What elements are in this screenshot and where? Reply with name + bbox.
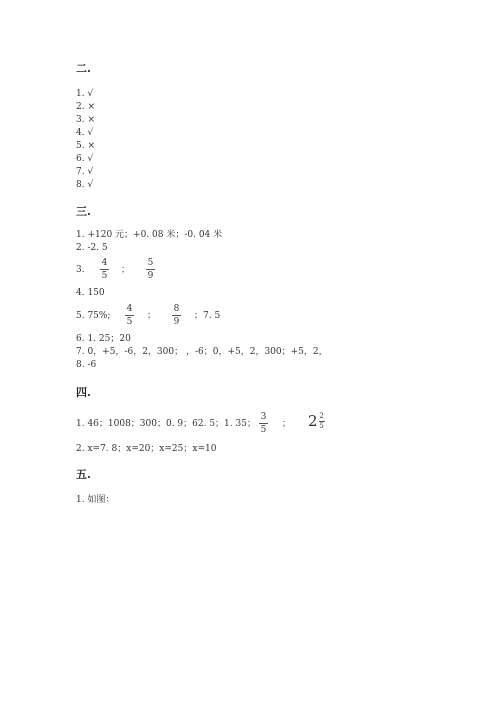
section-3-q7: 7. 0，+5，-6，2，300； ，-6；0，+5，2，300；+5，2，: [76, 347, 328, 357]
mixed-number-fraction: [319, 413, 325, 430]
section-2-item-6: 6. √: [76, 154, 94, 164]
mixed-number-whole: 2: [308, 412, 318, 430]
section-3-q5-fraction-2: [172, 304, 181, 327]
section-3-q2: 2. -2. 5: [76, 243, 108, 253]
section-2-heading: 二.: [76, 62, 91, 75]
section-2-item-7: 7. √: [76, 167, 94, 177]
fraction-numerator: 2: [319, 411, 324, 420]
section-2-item-8: 8. √: [76, 180, 94, 190]
section-3-q5-fraction-1: [125, 304, 134, 327]
section-2-item-1: 1. √: [76, 89, 94, 99]
section-3-q3-separator: ；: [121, 265, 131, 275]
fraction-numerator: 4: [101, 258, 108, 268]
fraction-numerator: 3: [260, 412, 267, 422]
section-3-q6: 6. 1. 25；20: [76, 334, 131, 344]
fraction-denominator: 5: [101, 271, 108, 281]
section-4-q1-fraction: [259, 412, 268, 435]
section-5-heading: 五.: [76, 468, 91, 481]
section-4-q1-prefix: 1. 46；1008；300；0. 9；62. 5；1. 35；: [76, 419, 256, 429]
section-3-q5-suffix: ；7. 5: [194, 311, 221, 321]
section-3-heading: 三.: [76, 205, 91, 218]
fraction-bar: [259, 423, 268, 424]
section-3-q5-prefix: 5. 75%;: [76, 311, 111, 321]
fraction-denominator: 5: [126, 317, 133, 327]
section-3-q1: 1. +120 元；+0. 08 米；-0. 04 米: [76, 230, 223, 240]
section-2-item-2: 2. ×: [76, 102, 95, 112]
section-3-q3-fraction-1: [100, 258, 109, 281]
fraction-denominator: 5: [260, 425, 267, 435]
section-3-q3-fraction-2: [146, 258, 155, 281]
section-4-q2: 2. x=7. 8；x=20；x=25；x=10: [76, 444, 217, 454]
section-2-item-4: 4. √: [76, 128, 94, 138]
section-5-q1: 1. 如图：: [76, 495, 115, 505]
section-3-q4: 4. 150: [76, 288, 105, 298]
fraction-bar: [125, 315, 134, 316]
section-3-q5-separator: ；: [147, 311, 157, 321]
section-4-heading: 四.: [76, 386, 91, 399]
section-4-q1-separator: ；: [282, 419, 292, 429]
section-2-item-5: 5. ×: [76, 141, 95, 151]
section-4-q1-mixed-number: [308, 412, 325, 430]
section-3-q8: 8. -6: [76, 360, 97, 370]
fraction-numerator: 8: [173, 304, 180, 314]
section-2-item-3: 3. ×: [76, 115, 95, 125]
fraction-bar: [146, 269, 155, 270]
fraction-denominator: 9: [173, 317, 180, 327]
fraction-bar: [100, 269, 109, 270]
fraction-numerator: 4: [126, 304, 133, 314]
fraction-denominator: 5: [319, 421, 324, 430]
fraction-numerator: 5: [147, 258, 154, 268]
fraction-bar: [172, 315, 181, 316]
section-3-q3-prefix: 3.: [76, 265, 85, 275]
fraction-denominator: 9: [147, 271, 154, 281]
